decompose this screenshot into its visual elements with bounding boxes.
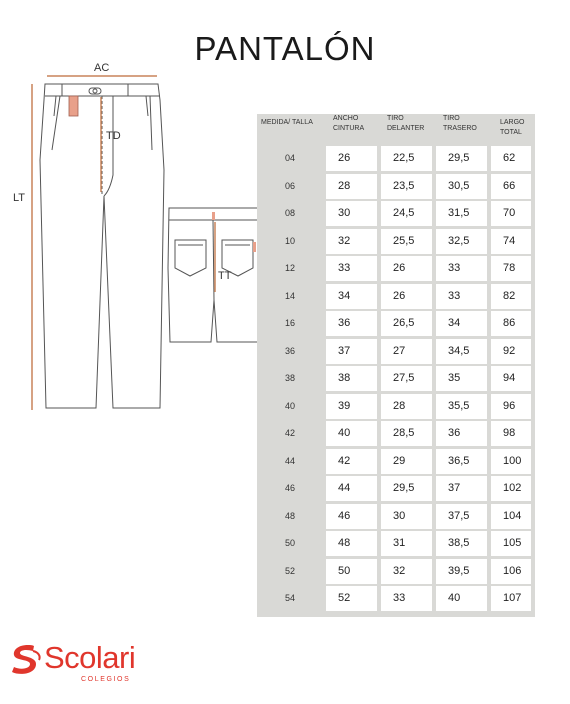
ancho-cell: 37 bbox=[326, 339, 377, 364]
ancho-cell: 40 bbox=[326, 421, 377, 446]
delanter-cell: 25,5 bbox=[381, 229, 432, 254]
largo-cell: 106 bbox=[491, 559, 531, 584]
scolari-logo-icon bbox=[8, 642, 44, 676]
talla-cell: 42 bbox=[284, 428, 295, 438]
logo-wordmark: Scolari bbox=[44, 640, 136, 675]
largo-cell: 100 bbox=[491, 449, 531, 474]
table-row bbox=[257, 337, 535, 366]
talla-cell: 16 bbox=[284, 318, 295, 328]
talla-cell: 44 bbox=[284, 455, 295, 466]
ancho-cell: 46 bbox=[326, 504, 377, 529]
largo-cell: 102 bbox=[491, 476, 531, 501]
largo-cell: 92 bbox=[491, 339, 531, 364]
ancho-cell: 38 bbox=[326, 366, 377, 391]
header-largo: LARGO TOTAL bbox=[500, 119, 525, 136]
ancho-cell: 28 bbox=[326, 174, 377, 199]
largo-cell: 78 bbox=[491, 256, 531, 281]
talla-cell: 12 bbox=[284, 263, 295, 273]
trasero-cell: 37,5 bbox=[436, 504, 487, 529]
talla-cell: 14 bbox=[284, 290, 295, 301]
table-row bbox=[257, 144, 535, 173]
table-row bbox=[257, 529, 535, 558]
trasero-cell: 39,5 bbox=[436, 559, 487, 584]
delanter-cell: 23,5 bbox=[381, 174, 432, 199]
trasero-cell: 36 bbox=[436, 421, 487, 446]
table-row bbox=[257, 392, 535, 421]
largo-cell: 107 bbox=[491, 586, 531, 611]
size-table bbox=[257, 114, 535, 617]
largo-cell: 82 bbox=[491, 284, 531, 309]
largo-cell: 74 bbox=[491, 229, 531, 254]
ancho-cell: 52 bbox=[326, 586, 377, 611]
talla-cell: 54 bbox=[284, 593, 295, 603]
largo-cell: 105 bbox=[491, 531, 531, 556]
delanter-cell: 24,5 bbox=[381, 201, 432, 226]
table-row bbox=[257, 419, 535, 448]
trasero-cell: 35 bbox=[436, 366, 487, 391]
largo-cell: 66 bbox=[491, 174, 531, 199]
table-row bbox=[257, 254, 535, 283]
ancho-cell: 50 bbox=[326, 559, 377, 584]
table-row bbox=[257, 474, 535, 503]
label-lt: LT bbox=[13, 192, 26, 204]
trasero-cell: 35,5 bbox=[436, 394, 487, 419]
table-row bbox=[257, 557, 535, 586]
table-row bbox=[257, 172, 535, 201]
ancho-cell: 39 bbox=[326, 394, 377, 419]
trasero-cell: 36,5 bbox=[436, 449, 487, 474]
largo-cell: 94 bbox=[491, 366, 531, 391]
ancho-cell: 32 bbox=[326, 229, 377, 254]
table-row bbox=[257, 309, 535, 338]
table-row bbox=[257, 364, 535, 393]
trasero-cell: 37 bbox=[436, 476, 487, 501]
delanter-cell: 28 bbox=[381, 394, 432, 419]
delanter-cell: 33 bbox=[381, 586, 432, 611]
delanter-cell: 22,5 bbox=[381, 146, 432, 171]
talla-cell: 50 bbox=[284, 538, 295, 548]
ancho-cell: 36 bbox=[326, 311, 377, 336]
label-tt: TT bbox=[218, 270, 232, 282]
ancho-cell: 48 bbox=[326, 531, 377, 556]
page-title: PANTALÓN bbox=[194, 30, 376, 67]
table-row bbox=[257, 282, 535, 311]
talla-cell: 08 bbox=[284, 208, 295, 218]
table-row bbox=[257, 447, 535, 476]
delanter-cell: 27 bbox=[381, 339, 432, 364]
trasero-cell: 34,5 bbox=[436, 339, 487, 364]
largo-cell: 98 bbox=[491, 421, 531, 446]
ancho-cell: 34 bbox=[326, 284, 377, 309]
delanter-cell: 27,5 bbox=[381, 366, 432, 391]
delanter-cell: 26 bbox=[381, 284, 432, 309]
delanter-cell: 30 bbox=[381, 504, 432, 529]
trasero-cell: 40 bbox=[436, 586, 487, 611]
talla-cell: 10 bbox=[284, 235, 295, 246]
table-row bbox=[257, 502, 535, 531]
delanter-cell: 31 bbox=[381, 531, 432, 556]
talla-cell: 36 bbox=[284, 345, 295, 356]
largo-cell: 86 bbox=[491, 311, 531, 336]
logo-subtitle: COLEGIOS bbox=[81, 676, 131, 683]
largo-cell: 96 bbox=[491, 394, 531, 419]
delanter-cell: 26,5 bbox=[381, 311, 432, 336]
ancho-cell: 42 bbox=[326, 449, 377, 474]
trasero-cell: 30,5 bbox=[436, 174, 487, 199]
ancho-cell: 30 bbox=[326, 201, 377, 226]
talla-cell: 48 bbox=[284, 510, 295, 521]
table-row bbox=[257, 584, 535, 613]
header-talla: MEDIDA/ TALLA bbox=[261, 119, 313, 126]
largo-cell: 104 bbox=[491, 504, 531, 529]
delanter-cell: 32 bbox=[381, 559, 432, 584]
trasero-cell: 29,5 bbox=[436, 146, 487, 171]
talla-cell: 46 bbox=[284, 483, 295, 493]
delanter-cell: 29 bbox=[381, 449, 432, 474]
trasero-cell: 33 bbox=[436, 284, 487, 309]
table-row bbox=[257, 199, 535, 228]
trasero-cell: 38,5 bbox=[436, 531, 487, 556]
largo-cell: 70 bbox=[491, 201, 531, 226]
delanter-cell: 28,5 bbox=[381, 421, 432, 446]
talla-cell: 40 bbox=[284, 400, 295, 411]
delanter-cell: 29,5 bbox=[381, 476, 432, 501]
talla-cell: 06 bbox=[284, 180, 295, 191]
label-ac: AC bbox=[94, 62, 110, 74]
header-delanter: TIRO DELANTER bbox=[387, 115, 425, 132]
ancho-cell: 44 bbox=[326, 476, 377, 501]
delanter-cell: 26 bbox=[381, 256, 432, 281]
trasero-cell: 33 bbox=[436, 256, 487, 281]
talla-cell: 52 bbox=[284, 565, 295, 576]
table-row bbox=[257, 227, 535, 256]
header-trasero: TIRO TRASERO bbox=[443, 115, 477, 132]
largo-cell: 62 bbox=[491, 146, 531, 171]
header-ancho: ANCHO CINTURA bbox=[333, 115, 365, 132]
ancho-cell: 26 bbox=[326, 146, 377, 171]
talla-cell: 38 bbox=[284, 373, 295, 383]
trasero-cell: 32,5 bbox=[436, 229, 487, 254]
label-td: TD bbox=[106, 130, 121, 142]
trasero-cell: 31,5 bbox=[436, 201, 487, 226]
trasero-cell: 34 bbox=[436, 311, 487, 336]
ancho-cell: 33 bbox=[326, 256, 377, 281]
talla-cell: 04 bbox=[284, 153, 295, 163]
